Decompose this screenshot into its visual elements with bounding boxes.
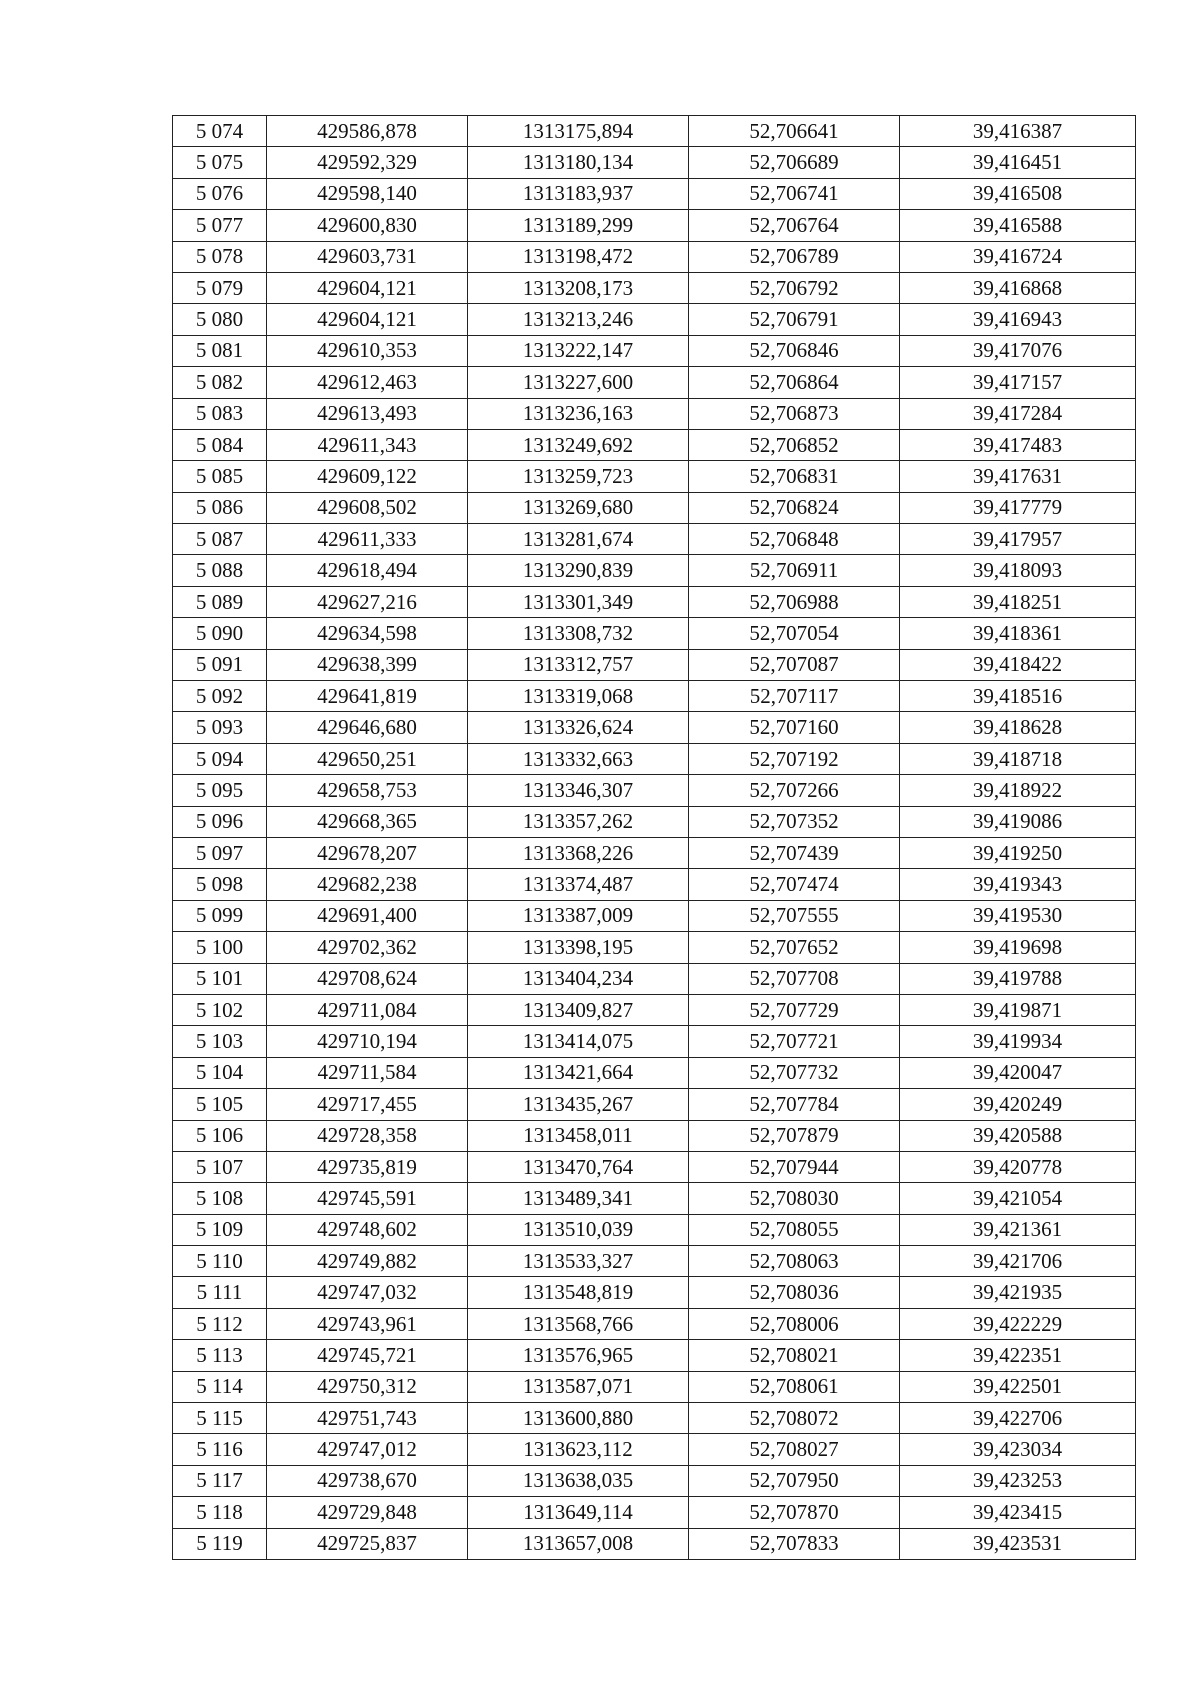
point-number-cell: 5 086 — [173, 492, 267, 523]
point-number-cell: 5 090 — [173, 618, 267, 649]
latitude-cell: 52,707474 — [689, 869, 900, 900]
x-coordinate-cell: 429717,455 — [267, 1089, 468, 1120]
y-coordinate-cell: 1313308,732 — [468, 618, 689, 649]
latitude-cell: 52,707652 — [689, 932, 900, 963]
table-row — [173, 837, 1136, 868]
table-row — [173, 681, 1136, 712]
point-number-cell: 5 113 — [173, 1340, 267, 1371]
longitude-cell: 39,421706 — [900, 1246, 1136, 1277]
latitude-cell: 52,707087 — [689, 649, 900, 680]
table-row — [173, 367, 1136, 398]
table-row — [173, 775, 1136, 806]
latitude-cell: 52,707439 — [689, 837, 900, 868]
x-coordinate-cell: 429608,502 — [267, 492, 468, 523]
table-row — [173, 1120, 1136, 1151]
x-coordinate-cell: 429641,819 — [267, 681, 468, 712]
point-number-cell: 5 115 — [173, 1403, 267, 1434]
point-number-cell: 5 088 — [173, 555, 267, 586]
x-coordinate-cell: 429646,680 — [267, 712, 468, 743]
point-number-cell: 5 102 — [173, 994, 267, 1025]
latitude-cell: 52,708036 — [689, 1277, 900, 1308]
y-coordinate-cell: 1313409,827 — [468, 994, 689, 1025]
longitude-cell: 39,422706 — [900, 1403, 1136, 1434]
longitude-cell: 39,423253 — [900, 1465, 1136, 1496]
y-coordinate-cell: 1313281,674 — [468, 524, 689, 555]
longitude-cell: 39,423415 — [900, 1497, 1136, 1528]
table-row — [173, 304, 1136, 335]
latitude-cell: 52,707950 — [689, 1465, 900, 1496]
table-row — [173, 1151, 1136, 1182]
y-coordinate-cell: 1313510,039 — [468, 1214, 689, 1245]
latitude-cell: 52,706791 — [689, 304, 900, 335]
longitude-cell: 39,419343 — [900, 869, 1136, 900]
y-coordinate-cell: 1313374,487 — [468, 869, 689, 900]
x-coordinate-cell: 429711,084 — [267, 994, 468, 1025]
y-coordinate-cell: 1313269,680 — [468, 492, 689, 523]
latitude-cell: 52,706741 — [689, 178, 900, 209]
x-coordinate-cell: 429603,731 — [267, 241, 468, 272]
longitude-cell: 39,420588 — [900, 1120, 1136, 1151]
table-row — [173, 586, 1136, 617]
y-coordinate-cell: 1313404,234 — [468, 963, 689, 994]
point-number-cell: 5 118 — [173, 1497, 267, 1528]
x-coordinate-cell: 429682,238 — [267, 869, 468, 900]
x-coordinate-cell: 429728,358 — [267, 1120, 468, 1151]
latitude-cell: 52,706873 — [689, 398, 900, 429]
x-coordinate-cell: 429711,584 — [267, 1057, 468, 1088]
table-row — [173, 1308, 1136, 1339]
latitude-cell: 52,707160 — [689, 712, 900, 743]
point-number-cell: 5 111 — [173, 1277, 267, 1308]
longitude-cell: 39,420047 — [900, 1057, 1136, 1088]
point-number-cell: 5 079 — [173, 272, 267, 303]
table-row — [173, 524, 1136, 555]
table-row — [173, 932, 1136, 963]
y-coordinate-cell: 1313227,600 — [468, 367, 689, 398]
latitude-cell: 52,707784 — [689, 1089, 900, 1120]
longitude-cell: 39,423531 — [900, 1528, 1136, 1559]
point-number-cell: 5 099 — [173, 900, 267, 931]
longitude-cell: 39,421361 — [900, 1214, 1136, 1245]
table-row — [173, 492, 1136, 523]
latitude-cell: 52,706641 — [689, 116, 900, 147]
latitude-cell: 52,706988 — [689, 586, 900, 617]
point-number-cell: 5 114 — [173, 1371, 267, 1402]
longitude-cell: 39,419934 — [900, 1026, 1136, 1057]
y-coordinate-cell: 1313319,068 — [468, 681, 689, 712]
point-number-cell: 5 109 — [173, 1214, 267, 1245]
latitude-cell: 52,708021 — [689, 1340, 900, 1371]
x-coordinate-cell: 429610,353 — [267, 335, 468, 366]
x-coordinate-cell: 429747,012 — [267, 1434, 468, 1465]
point-number-cell: 5 105 — [173, 1089, 267, 1120]
latitude-cell: 52,706831 — [689, 461, 900, 492]
x-coordinate-cell: 429749,882 — [267, 1246, 468, 1277]
y-coordinate-cell: 1313533,327 — [468, 1246, 689, 1277]
y-coordinate-cell: 1313657,008 — [468, 1528, 689, 1559]
x-coordinate-cell: 429592,329 — [267, 147, 468, 178]
table-row — [173, 1277, 1136, 1308]
table-row — [173, 178, 1136, 209]
y-coordinate-cell: 1313398,195 — [468, 932, 689, 963]
table-row — [173, 116, 1136, 147]
x-coordinate-cell: 429634,598 — [267, 618, 468, 649]
table-row — [173, 1057, 1136, 1088]
point-number-cell: 5 084 — [173, 429, 267, 460]
coordinates-table — [172, 115, 1136, 1560]
table-row — [173, 241, 1136, 272]
latitude-cell: 52,706864 — [689, 367, 900, 398]
x-coordinate-cell: 429738,670 — [267, 1465, 468, 1496]
y-coordinate-cell: 1313259,723 — [468, 461, 689, 492]
table-row — [173, 994, 1136, 1025]
latitude-cell: 52,707870 — [689, 1497, 900, 1528]
x-coordinate-cell: 429708,624 — [267, 963, 468, 994]
longitude-cell: 39,418093 — [900, 555, 1136, 586]
y-coordinate-cell: 1313290,839 — [468, 555, 689, 586]
x-coordinate-cell: 429609,122 — [267, 461, 468, 492]
x-coordinate-cell: 429604,121 — [267, 272, 468, 303]
point-number-cell: 5 078 — [173, 241, 267, 272]
x-coordinate-cell: 429586,878 — [267, 116, 468, 147]
table-row — [173, 1340, 1136, 1371]
table-row — [173, 1497, 1136, 1528]
latitude-cell: 52,706789 — [689, 241, 900, 272]
latitude-cell: 52,706689 — [689, 147, 900, 178]
point-number-cell: 5 110 — [173, 1246, 267, 1277]
latitude-cell: 52,707732 — [689, 1057, 900, 1088]
point-number-cell: 5 089 — [173, 586, 267, 617]
x-coordinate-cell: 429618,494 — [267, 555, 468, 586]
latitude-cell: 52,706824 — [689, 492, 900, 523]
y-coordinate-cell: 1313180,134 — [468, 147, 689, 178]
y-coordinate-cell: 1313458,011 — [468, 1120, 689, 1151]
latitude-cell: 52,707054 — [689, 618, 900, 649]
longitude-cell: 39,416387 — [900, 116, 1136, 147]
y-coordinate-cell: 1313312,757 — [468, 649, 689, 680]
longitude-cell: 39,418422 — [900, 649, 1136, 680]
longitude-cell: 39,419086 — [900, 806, 1136, 837]
point-number-cell: 5 106 — [173, 1120, 267, 1151]
table-row — [173, 1371, 1136, 1402]
longitude-cell: 39,422351 — [900, 1340, 1136, 1371]
point-number-cell: 5 087 — [173, 524, 267, 555]
point-number-cell: 5 091 — [173, 649, 267, 680]
point-number-cell: 5 094 — [173, 743, 267, 774]
longitude-cell: 39,421054 — [900, 1183, 1136, 1214]
longitude-cell: 39,420249 — [900, 1089, 1136, 1120]
table-row — [173, 712, 1136, 743]
table-row — [173, 1434, 1136, 1465]
longitude-cell: 39,417779 — [900, 492, 1136, 523]
longitude-cell: 39,418718 — [900, 743, 1136, 774]
longitude-cell: 39,419871 — [900, 994, 1136, 1025]
y-coordinate-cell: 1313357,262 — [468, 806, 689, 837]
latitude-cell: 52,707879 — [689, 1120, 900, 1151]
y-coordinate-cell: 1313623,112 — [468, 1434, 689, 1465]
table-row — [173, 1089, 1136, 1120]
y-coordinate-cell: 1313249,692 — [468, 429, 689, 460]
x-coordinate-cell: 429743,961 — [267, 1308, 468, 1339]
table-row — [173, 1528, 1136, 1559]
longitude-cell: 39,417284 — [900, 398, 1136, 429]
y-coordinate-cell: 1313568,766 — [468, 1308, 689, 1339]
longitude-cell: 39,417157 — [900, 367, 1136, 398]
longitude-cell: 39,422229 — [900, 1308, 1136, 1339]
point-number-cell: 5 082 — [173, 367, 267, 398]
table-row — [173, 1214, 1136, 1245]
latitude-cell: 52,706846 — [689, 335, 900, 366]
longitude-cell: 39,416451 — [900, 147, 1136, 178]
point-number-cell: 5 083 — [173, 398, 267, 429]
x-coordinate-cell: 429658,753 — [267, 775, 468, 806]
y-coordinate-cell: 1313208,173 — [468, 272, 689, 303]
longitude-cell: 39,418628 — [900, 712, 1136, 743]
table-row — [173, 1403, 1136, 1434]
point-number-cell: 5 100 — [173, 932, 267, 963]
y-coordinate-cell: 1313346,307 — [468, 775, 689, 806]
point-number-cell: 5 096 — [173, 806, 267, 837]
x-coordinate-cell: 429612,463 — [267, 367, 468, 398]
point-number-cell: 5 104 — [173, 1057, 267, 1088]
x-coordinate-cell: 429668,365 — [267, 806, 468, 837]
point-number-cell: 5 076 — [173, 178, 267, 209]
point-number-cell: 5 085 — [173, 461, 267, 492]
point-number-cell: 5 101 — [173, 963, 267, 994]
latitude-cell: 52,707352 — [689, 806, 900, 837]
longitude-cell: 39,420778 — [900, 1151, 1136, 1182]
point-number-cell: 5 095 — [173, 775, 267, 806]
y-coordinate-cell: 1313326,624 — [468, 712, 689, 743]
y-coordinate-cell: 1313213,246 — [468, 304, 689, 335]
x-coordinate-cell: 429611,343 — [267, 429, 468, 460]
y-coordinate-cell: 1313414,075 — [468, 1026, 689, 1057]
x-coordinate-cell: 429611,333 — [267, 524, 468, 555]
latitude-cell: 52,708055 — [689, 1214, 900, 1245]
longitude-cell: 39,423034 — [900, 1434, 1136, 1465]
point-number-cell: 5 119 — [173, 1528, 267, 1559]
y-coordinate-cell: 1313189,299 — [468, 210, 689, 241]
longitude-cell: 39,418251 — [900, 586, 1136, 617]
longitude-cell: 39,416508 — [900, 178, 1136, 209]
point-number-cell: 5 075 — [173, 147, 267, 178]
longitude-cell: 39,421935 — [900, 1277, 1136, 1308]
latitude-cell: 52,707192 — [689, 743, 900, 774]
table-row — [173, 1183, 1136, 1214]
longitude-cell: 39,417631 — [900, 461, 1136, 492]
longitude-cell: 39,416943 — [900, 304, 1136, 335]
y-coordinate-cell: 1313638,035 — [468, 1465, 689, 1496]
latitude-cell: 52,707708 — [689, 963, 900, 994]
y-coordinate-cell: 1313435,267 — [468, 1089, 689, 1120]
y-coordinate-cell: 1313332,663 — [468, 743, 689, 774]
point-number-cell: 5 074 — [173, 116, 267, 147]
latitude-cell: 52,707729 — [689, 994, 900, 1025]
x-coordinate-cell: 429691,400 — [267, 900, 468, 931]
latitude-cell: 52,707117 — [689, 681, 900, 712]
point-number-cell: 5 098 — [173, 869, 267, 900]
longitude-cell: 39,417483 — [900, 429, 1136, 460]
x-coordinate-cell: 429748,602 — [267, 1214, 468, 1245]
table-row — [173, 963, 1136, 994]
x-coordinate-cell: 429751,743 — [267, 1403, 468, 1434]
latitude-cell: 52,708061 — [689, 1371, 900, 1402]
x-coordinate-cell: 429627,216 — [267, 586, 468, 617]
y-coordinate-cell: 1313489,341 — [468, 1183, 689, 1214]
latitude-cell: 52,708072 — [689, 1403, 900, 1434]
point-number-cell: 5 112 — [173, 1308, 267, 1339]
table-row — [173, 1026, 1136, 1057]
longitude-cell: 39,416588 — [900, 210, 1136, 241]
y-coordinate-cell: 1313368,226 — [468, 837, 689, 868]
table-row — [173, 806, 1136, 837]
longitude-cell: 39,422501 — [900, 1371, 1136, 1402]
table-row — [173, 429, 1136, 460]
point-number-cell: 5 080 — [173, 304, 267, 335]
latitude-cell: 52,708063 — [689, 1246, 900, 1277]
y-coordinate-cell: 1313301,349 — [468, 586, 689, 617]
latitude-cell: 52,706764 — [689, 210, 900, 241]
point-number-cell: 5 081 — [173, 335, 267, 366]
latitude-cell: 52,706792 — [689, 272, 900, 303]
x-coordinate-cell: 429745,591 — [267, 1183, 468, 1214]
longitude-cell: 39,416868 — [900, 272, 1136, 303]
point-number-cell: 5 077 — [173, 210, 267, 241]
latitude-cell: 52,706911 — [689, 555, 900, 586]
y-coordinate-cell: 1313198,472 — [468, 241, 689, 272]
point-number-cell: 5 107 — [173, 1151, 267, 1182]
y-coordinate-cell: 1313576,965 — [468, 1340, 689, 1371]
y-coordinate-cell: 1313236,163 — [468, 398, 689, 429]
longitude-cell: 39,418922 — [900, 775, 1136, 806]
x-coordinate-cell: 429598,140 — [267, 178, 468, 209]
longitude-cell: 39,419530 — [900, 900, 1136, 931]
y-coordinate-cell: 1313548,819 — [468, 1277, 689, 1308]
x-coordinate-cell: 429600,830 — [267, 210, 468, 241]
table-row — [173, 147, 1136, 178]
longitude-cell: 39,419788 — [900, 963, 1136, 994]
point-number-cell: 5 097 — [173, 837, 267, 868]
x-coordinate-cell: 429745,721 — [267, 1340, 468, 1371]
x-coordinate-cell: 429747,032 — [267, 1277, 468, 1308]
point-number-cell: 5 093 — [173, 712, 267, 743]
y-coordinate-cell: 1313649,114 — [468, 1497, 689, 1528]
point-number-cell: 5 117 — [173, 1465, 267, 1496]
x-coordinate-cell: 429725,837 — [267, 1528, 468, 1559]
longitude-cell: 39,417957 — [900, 524, 1136, 555]
y-coordinate-cell: 1313175,894 — [468, 116, 689, 147]
y-coordinate-cell: 1313600,880 — [468, 1403, 689, 1434]
table-row — [173, 743, 1136, 774]
y-coordinate-cell: 1313587,071 — [468, 1371, 689, 1402]
latitude-cell: 52,707721 — [689, 1026, 900, 1057]
table-row — [173, 1246, 1136, 1277]
longitude-cell: 39,416724 — [900, 241, 1136, 272]
table-row — [173, 618, 1136, 649]
table-row — [173, 555, 1136, 586]
table-row — [173, 649, 1136, 680]
x-coordinate-cell: 429710,194 — [267, 1026, 468, 1057]
latitude-cell: 52,708006 — [689, 1308, 900, 1339]
y-coordinate-cell: 1313183,937 — [468, 178, 689, 209]
y-coordinate-cell: 1313387,009 — [468, 900, 689, 931]
x-coordinate-cell: 429650,251 — [267, 743, 468, 774]
latitude-cell: 52,706848 — [689, 524, 900, 555]
table-row — [173, 900, 1136, 931]
latitude-cell: 52,707266 — [689, 775, 900, 806]
latitude-cell: 52,707833 — [689, 1528, 900, 1559]
table-row — [173, 210, 1136, 241]
x-coordinate-cell: 429729,848 — [267, 1497, 468, 1528]
x-coordinate-cell: 429604,121 — [267, 304, 468, 335]
point-number-cell: 5 092 — [173, 681, 267, 712]
latitude-cell: 52,708027 — [689, 1434, 900, 1465]
table-row — [173, 1465, 1136, 1496]
x-coordinate-cell: 429750,312 — [267, 1371, 468, 1402]
latitude-cell: 52,707555 — [689, 900, 900, 931]
table-row — [173, 398, 1136, 429]
x-coordinate-cell: 429613,493 — [267, 398, 468, 429]
longitude-cell: 39,417076 — [900, 335, 1136, 366]
point-number-cell: 5 108 — [173, 1183, 267, 1214]
x-coordinate-cell: 429678,207 — [267, 837, 468, 868]
table-row — [173, 869, 1136, 900]
y-coordinate-cell: 1313222,147 — [468, 335, 689, 366]
latitude-cell: 52,706852 — [689, 429, 900, 460]
latitude-cell: 52,707944 — [689, 1151, 900, 1182]
y-coordinate-cell: 1313470,764 — [468, 1151, 689, 1182]
longitude-cell: 39,418516 — [900, 681, 1136, 712]
table-row — [173, 461, 1136, 492]
y-coordinate-cell: 1313421,664 — [468, 1057, 689, 1088]
x-coordinate-cell: 429638,399 — [267, 649, 468, 680]
point-number-cell: 5 103 — [173, 1026, 267, 1057]
table-row — [173, 335, 1136, 366]
longitude-cell: 39,418361 — [900, 618, 1136, 649]
point-number-cell: 5 116 — [173, 1434, 267, 1465]
x-coordinate-cell: 429735,819 — [267, 1151, 468, 1182]
coordinates-table-body — [173, 116, 1136, 1560]
latitude-cell: 52,708030 — [689, 1183, 900, 1214]
longitude-cell: 39,419698 — [900, 932, 1136, 963]
longitude-cell: 39,419250 — [900, 837, 1136, 868]
table-row — [173, 272, 1136, 303]
x-coordinate-cell: 429702,362 — [267, 932, 468, 963]
